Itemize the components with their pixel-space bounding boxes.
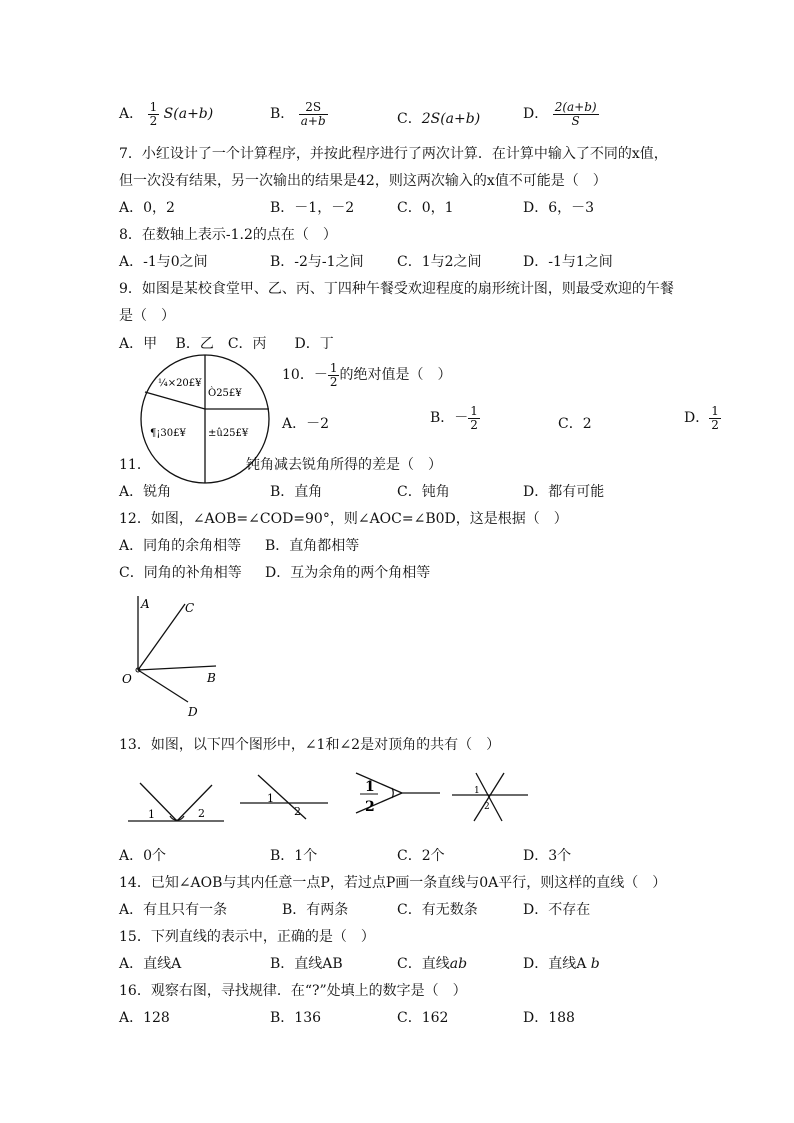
svg-text:2: 2	[365, 799, 375, 815]
q13-option-b: B．1个	[270, 848, 318, 864]
fraction: $\frac{1}{2}$	[470, 404, 478, 432]
q11-option-b: B．直角	[270, 484, 323, 500]
q8-option-c: C．1与2之间	[397, 254, 482, 270]
q12-stem: 12．如图，∠AOB=∠COD=90°，则∠AOC=∠B0D，这是根据（ ）	[119, 511, 568, 527]
q11-option-a: A．锐角	[119, 484, 172, 500]
q14-option-a: A．有且只有一条	[119, 902, 228, 918]
q16-option-d: D．188	[523, 1010, 575, 1026]
ray-oc	[138, 604, 185, 670]
svg-text:1: 1	[267, 792, 274, 805]
q6-option-b: B． $\frac{2S}{a+b}$	[270, 100, 326, 128]
pie-label-3: ¶¡30£¥	[150, 428, 186, 439]
q15-option-b: B．直线AB	[270, 956, 343, 972]
q9-options: A．甲 B．乙 C．丙 D．丁	[119, 336, 334, 352]
q11-number: 11．	[119, 457, 151, 473]
fraction: $\frac{2(a+b)}{S}$	[554, 100, 597, 128]
q13-figure-4	[452, 773, 528, 821]
q12-option-d: D．互为余角的两个角相等	[265, 565, 431, 581]
q16-option-a: A．128	[119, 1010, 170, 1026]
q13-figure-1	[128, 783, 224, 821]
q11-option-d: D．都有可能	[523, 484, 605, 500]
q7-option-a: A．0，2	[119, 200, 175, 216]
q15-option-a: A．直线A	[119, 956, 182, 972]
fraction: $\frac{2S}{a+b}$	[300, 100, 326, 128]
q10-option-a: A．－2	[282, 416, 330, 432]
q14-stem: 14．已知∠AOB与其内任意一点P，若过点P画一条直线与0A平行，则这样的直线（ ）	[119, 875, 667, 891]
svg-text:1: 1	[365, 779, 375, 795]
q7-option-d: D．6，－3	[523, 200, 595, 216]
q16-option-c: C．162	[397, 1010, 449, 1026]
q12-option-b: B．直角都相等	[265, 538, 360, 554]
label-b: B	[207, 671, 216, 685]
q14-option-d: D．不存在	[523, 902, 591, 918]
q11-stem: 钝角减去锐角所得的差是（ ）	[246, 457, 442, 473]
q16-stem: 16．观察右图，寻找规律．在“?”处填上的数字是（ ）	[119, 983, 467, 999]
q13-figures	[120, 765, 540, 830]
q10-option-b: B．－ $\frac{1}{2}$	[430, 404, 478, 432]
q13-option-d: D．3个	[523, 848, 572, 864]
fraction: $\frac{1}{2}$	[329, 361, 338, 389]
label-c: C	[185, 601, 195, 615]
q13-figure-3	[356, 773, 440, 815]
q15-stem: 15．下列直线的表示中，正确的是（ ）	[119, 929, 375, 945]
q15-option-c: C．直线ab	[397, 956, 468, 972]
q7-line-2: 但一次没有结果，另一次输出的结果是42，则这两次输入的x值不可能是（ ）	[119, 173, 607, 189]
q12-angle-figure	[118, 590, 228, 720]
q15-option-d: D．直线A b	[523, 956, 600, 972]
q14-option-c: C．有无数条	[397, 902, 478, 918]
q11-option-c: C．钝角	[397, 484, 450, 500]
q7-option-b: B．－1，－2	[270, 200, 355, 216]
fraction: $\frac{1}{2}$	[711, 404, 719, 432]
pie-label-4: ±û25£¥	[208, 428, 249, 439]
pie-label-2: Ò25£¥	[208, 388, 242, 399]
svg-text:1: 1	[474, 786, 480, 796]
label-a: A	[141, 597, 150, 611]
label-d: D	[188, 705, 198, 719]
ray-od	[138, 670, 188, 702]
q13-option-a: A．0个	[119, 848, 167, 864]
q16-option-b: B．136	[270, 1010, 322, 1026]
q9-line-2: 是（ ）	[119, 308, 175, 324]
q13-figure-2	[240, 775, 328, 819]
pie-label-1: ¼×20£¥	[158, 378, 202, 389]
q12-option-a: A．同角的余角相等	[119, 538, 242, 554]
q6-option-c: C．2S(a+b)	[397, 111, 481, 127]
label-o: O	[122, 672, 132, 686]
q10-option-c: C．2	[558, 416, 592, 432]
pie-divider-left	[145, 392, 205, 409]
svg-text:2: 2	[484, 802, 490, 812]
q6-option-a: A． $\frac{1}{2}$ S(a+b)	[119, 100, 214, 128]
q8-option-d: D．-1与1之间	[523, 254, 613, 270]
q13-option-c: C．2个	[397, 848, 445, 864]
q6-option-d: D． $\frac{2(a+b)}{S}$	[523, 100, 597, 128]
fraction: $\frac{1}{2}$	[149, 100, 158, 128]
q7-option-c: C．0，1	[397, 200, 454, 216]
q10-stem: 10．－ $\frac{1}{2}$ 的绝对值是（ ）	[282, 361, 452, 389]
q14-option-b: B．有两条	[282, 902, 349, 918]
svg-text:1: 1	[148, 808, 155, 821]
q8-option-a: A．-1与0之间	[119, 254, 208, 270]
q8-stem: 8．在数轴上表示-1.2的点在（ ）	[119, 227, 337, 243]
q9-line-1: 9．如图是某校食堂甲、乙、丙、丁四种午餐受欢迎程度的扇形统计图，则最受欢迎的午餐	[119, 281, 674, 297]
svg-text:2: 2	[294, 805, 301, 818]
ray-ob	[138, 666, 216, 670]
q8-option-b: B．-2与-1之间	[270, 254, 364, 270]
q13-stem: 13．如图，以下四个图形中，∠1和∠2是对顶角的共有（ ）	[119, 737, 501, 753]
svg-text:2: 2	[198, 807, 205, 820]
q12-option-c: C．同角的补角相等	[119, 565, 242, 581]
q10-option-d: D． $\frac{1}{2}$	[684, 404, 719, 432]
q7-line-1: 7．小红设计了一个计算程序，并按此程序进行了两次计算．在计算中输入了不同的x值，	[119, 146, 668, 162]
